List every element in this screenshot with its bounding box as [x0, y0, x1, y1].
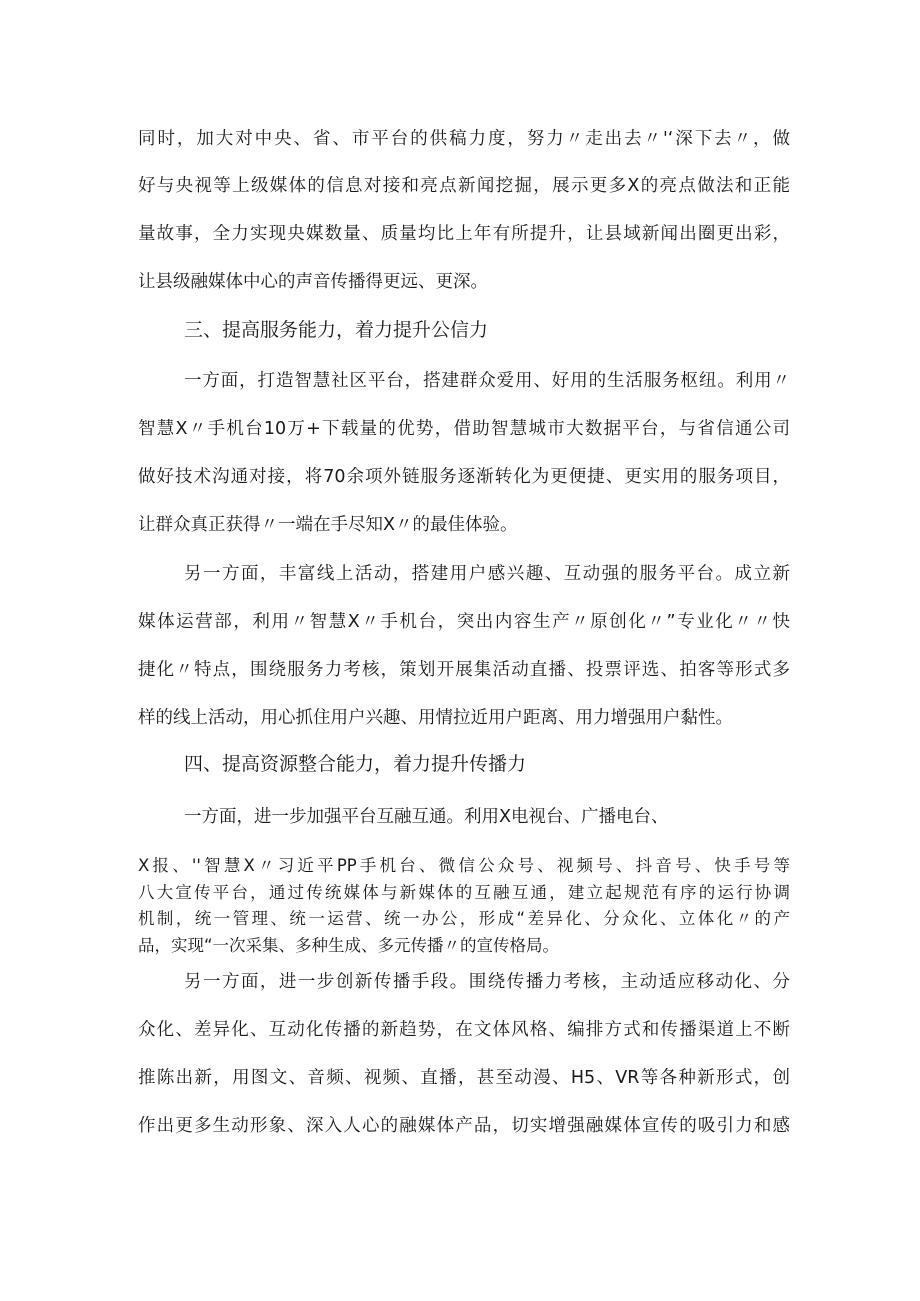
paragraph-1-line-2: 好与央视等上级媒体的信息对接和亮点新闻挖掘，展示更多X的亮点做法和正能: [138, 176, 790, 196]
paragraph-3-line-2: 媒体运营部，利用〃智慧X〃手机台，突出内容生产〃原创化〃”专业化〃〃快: [138, 612, 790, 632]
paragraph-4-line-1: 一方面，进一步加强平台互融互通。利用X电视台、广播电台、: [184, 807, 669, 827]
paragraph-6-line-4: 作出更多生动形象、深入人心的融媒体产品，切实增强融媒体宣传的吸引力和感: [138, 1116, 790, 1136]
paragraph-2-line-4: 让群众真正获得〃一端在手尽知X〃的最佳体验。: [138, 515, 518, 535]
paragraph-2-line-1: 一方面，打造智慧社区平台，搭建群众爱用、好用的生活服务枢纽。利用〃: [184, 371, 790, 391]
paragraph-1-line-3: 量故事，全力实现央媒数量、质量均比上年有所提升，让县域新闻出圈更出彩，: [138, 224, 790, 244]
paragraph-3-line-4: 样的线上活动，用心抓住用户兴趣、用情拉近用户距离、用力增强用户黏性。: [138, 708, 733, 728]
paragraph-1-line-1: 同时，加大对中央、省、市平台的供稿力度，努力〃走出去〃'‘深下去〃，做: [138, 129, 790, 149]
paragraph-5-line-2: 八大宣传平台，通过传统媒体与新媒体的互融互通，建立起规范有序的运行协调: [138, 883, 790, 902]
section-heading-3: 三、提高服务能力，着力提升公信力: [184, 319, 489, 341]
paragraph-5-line-1: X报、''智慧X〃习近平PP手机台、微信公众号、视频号、抖音号、快手号等: [138, 856, 790, 875]
paragraph-6-line-3: 推陈出新，用图文、音频、视频、直播，甚至动漫、H5、VR等各种新形式，创: [138, 1068, 790, 1088]
paragraph-5-line-4: 品，实现“一次采集、多种生成、多元传播〃的宣传格局。: [138, 936, 560, 955]
paragraph-6-line-1: 另一方面，进一步创新传播手段。围绕传播力考核，主动适应移动化、分: [184, 972, 790, 992]
paragraph-2-line-3: 做好技术沟通对接，将70余项外链服务逐渐转化为更便捷、更实用的服务项目，: [138, 467, 790, 487]
paragraph-3-line-3: 捷化〃特点，围绕服务力考核，策划开展集活动直播、投票评选、拍客等形式多: [138, 660, 790, 680]
paragraph-5-line-3: 机制，统一管理、统一运营、统一办公，形成“差异化、分众化、立体化〃的产: [138, 909, 790, 928]
paragraph-2-line-2: 智慧X〃手机台10万+下载量的优势，借助智慧城市大数据平台，与省信通公司: [138, 419, 790, 439]
paragraph-6-line-2: 众化、差异化、互动化传播的新趋势，在文体风格、编排方式和传播渠道上不断: [138, 1020, 790, 1040]
paragraph-3-line-1: 另一方面，丰富线上活动，搭建用户感兴趣、互动强的服务平台。成立新: [184, 564, 790, 584]
section-heading-4: 四、提高资源整合能力，着力提升传播力: [184, 753, 527, 775]
paragraph-1-line-4: 让县级融媒体中心的声音传播得更远、更深。: [138, 272, 488, 292]
